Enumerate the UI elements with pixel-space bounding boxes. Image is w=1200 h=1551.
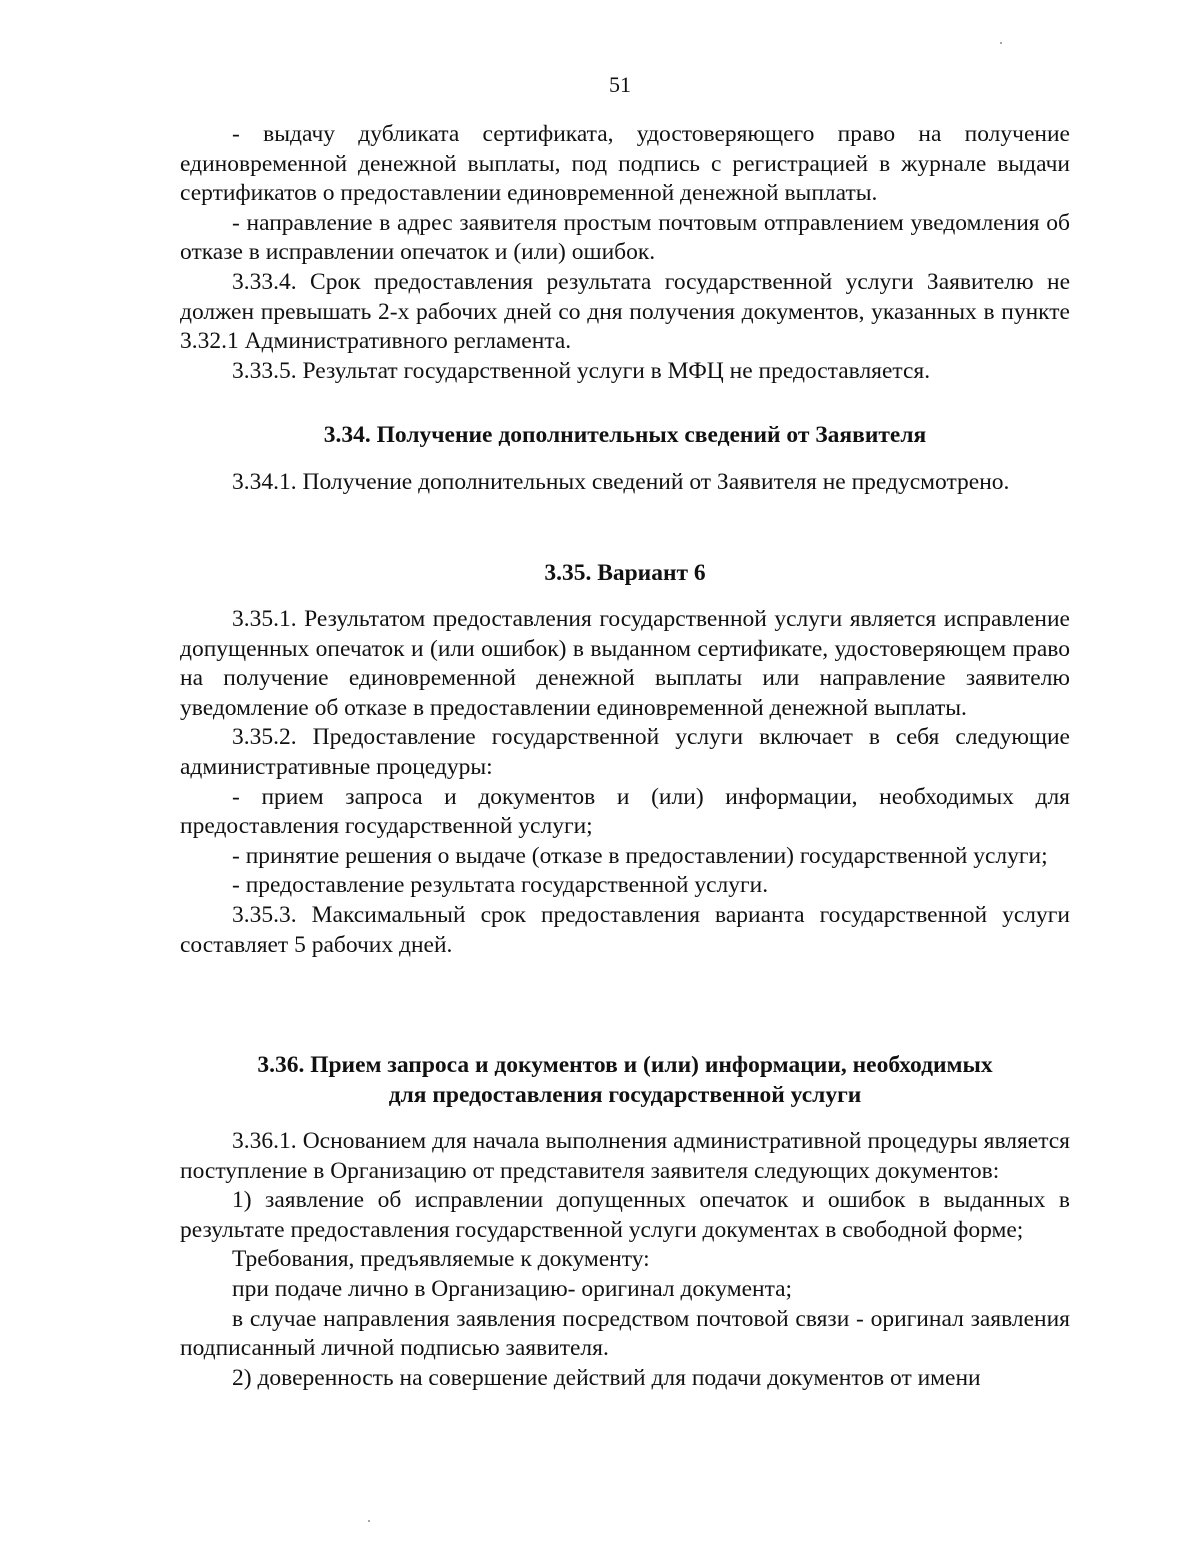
paragraph: 1) заявление об исправлении допущенных опечаток и ошибок в выданных в результате предоставления государственной услуги документах в свободной форме; (180, 1187, 1070, 1243)
paragraph: - предоставление результата государственной услуги. (232, 872, 769, 899)
paragraph: - выдачу дубликата сертификата, удостоверяющего право на получение единовременной денежной выплаты, под подпись с регистрацией в журнале выдачи сертификатов о предоставлении единовременной денежной выплаты. (180, 121, 1070, 207)
section-heading-3-35 (180, 558, 1070, 588)
scan-speck (368, 1520, 370, 1522)
paragraph: 3.35.2. Предоставление государственной услуги включает в себя следующие административные процедуры: (180, 724, 1070, 780)
heading-3-36-line2: для предоставления государственной услуги (388, 1082, 862, 1108)
paragraph: при подаче лично в Организацию- оригинал документа; (232, 1275, 793, 1302)
paragraph: 3.35.3. Максимальный срок предоставления варианта государственной услуги составляет 5 рабочих дней. (180, 901, 1070, 958)
section-3-34-body (180, 468, 1070, 498)
heading-3-34: 3.34. Получение дополнительных сведений от Заявителя (323, 422, 927, 448)
paragraph: - прием запроса и документов и (или) информации, необходимых для предоставления государственной услуги; (180, 783, 1070, 840)
paragraph: 3.33.5. Результат государственной услуги в МФЦ не предоставляется. (232, 357, 931, 384)
paragraph: 3.35.1. Результатом предоставления государственной услуги является исправление допущенных опечаток и (или ошибок) в выданном сертификате, удостоверяющем право на получение единовременной денежной выплаты или направление заявителю уведомление об отказе в предоставлении единовременной денежной выплаты. (180, 606, 1070, 721)
paragraph: - направление в адрес заявителя простым почтовым отправлением уведомления об отказе в исправлении опечаток и (или) ошибок. (180, 209, 1070, 266)
scan-speck (1000, 42, 1002, 44)
paragraph: - принятие решения о выдаче (отказе в предоставлении) государственной услуги; (232, 842, 1048, 869)
page-number: 51 (609, 72, 631, 97)
paragraph: в случае направления заявления посредством почтовой связи - оригинал заявления подписанный личной подписью заявителя. (180, 1305, 1070, 1362)
paragraph: Требования, предъявляемые к документу: (232, 1246, 650, 1273)
paragraph: 3.36.1. Основанием для начала выполнения административной процедуры является поступление в Организацию от представителя заявителя следующих документов: (180, 1128, 1070, 1184)
section-heading-3-34 (180, 420, 1070, 450)
section-3-33-continuation (180, 120, 1070, 386)
heading-3-35: 3.35. Вариант 6 (544, 560, 706, 586)
paragraph: 2) доверенность на совершение действий для подачи документов от имени (232, 1364, 981, 1391)
paragraph: 3.34.1. Получение дополнительных сведений от Заявителя не предусмотрено. (232, 469, 1010, 495)
section-3-35-body (180, 605, 1070, 960)
section-heading-3-36 (180, 1050, 1070, 1110)
heading-3-36-line1: 3.36. Прием запроса и документов и (или) информации, необходимых (257, 1052, 993, 1078)
paragraph: 3.33.4. Срок предоставления результата государственной услуги Заявителю не должен превышать 2-х рабочих дней со дня получения документов, указанных в пункте 3.32.1 Административного регламента. (180, 268, 1070, 355)
section-3-36-body (180, 1127, 1070, 1393)
